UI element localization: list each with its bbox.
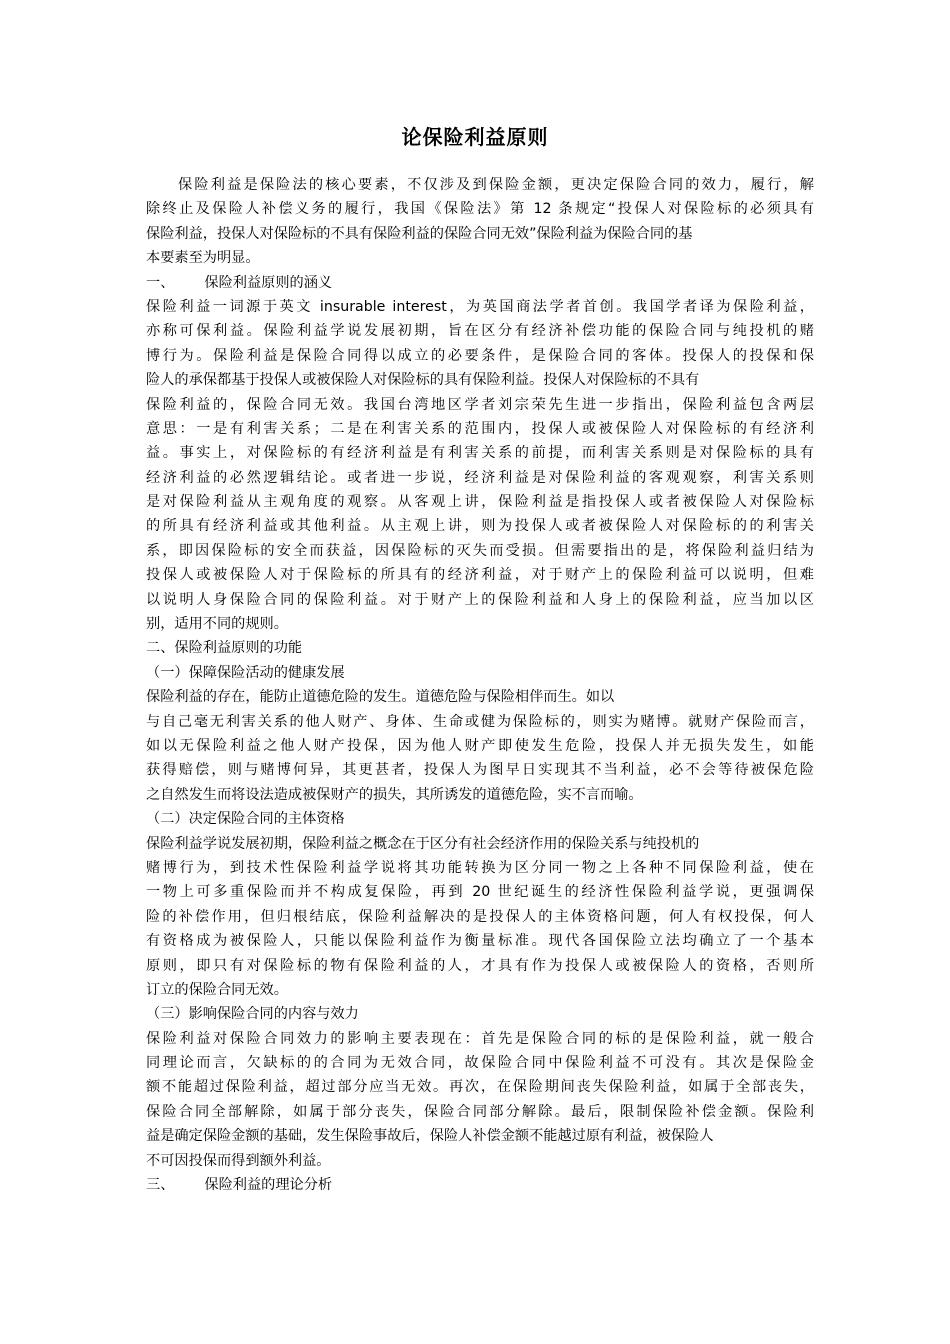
paragraph-line: 保险利益的，保险合同无效。我国台湾地区学者刘宗荣先生进一步指出，保险利益包含两层 [146, 396, 814, 413]
subsection-heading: （一）保障保险活动的健康发展 [146, 664, 345, 681]
paragraph-line: 险的补偿作用，但归根结底，保险利益解决的是投保人的主体资格问题，何人有权投保，何人 [146, 908, 814, 925]
section-heading-3 [146, 1173, 814, 1197]
paragraph-line: 保险利益学说发展初期，保险利益之概念在于区分有社会经济作用的保险关系与纯投机的 [146, 835, 700, 852]
paragraph-line: 保险合同全部解除，如属于部分丧失，保险合同部分解除。最后，限制保险补偿金额。保险利 [146, 1103, 814, 1120]
document-title: 论保险利益原则 [401, 125, 549, 149]
subsection-heading: （三）影响保险合同的内容与效力 [146, 1006, 359, 1023]
paragraph-line: 意思：一是有利害关系；二是在利害关系的范围内，投保人或被保险人对保险标的有经济利 [146, 420, 814, 437]
paragraph-line: 益是确定保险金额的基础，发生保险事故后，保险人补偿金额不能越过原有利益，被保险人 [146, 1128, 714, 1145]
paragraph-line: 别，适用不同的规则。 [146, 616, 288, 633]
section-number: 一、 [146, 274, 175, 291]
paragraph-line: 与自己毫无利害关系的他人财产、身体、生命或健为保险标的，则实为赌博。就财产保险而言， [146, 713, 814, 730]
paragraph-line: 博行为。保险利益是保险合同得以成立的必要条件，是保险合同的客体。投保人的投保和保 [146, 347, 814, 364]
paragraph-line: 赌博行为，到技术性保险利益学说将其功能转换为区分同一物之上各种不同保险利益，使在 [146, 859, 814, 876]
paragraph-line: 同理论而言，欠缺标的的合同为无效合同，故保险合同中保险利益不可没有。其次是保险金 [146, 1055, 814, 1072]
paragraph-line: 系，即因保险标的安全而获益，因保险标的灭失而受损。但需要指出的是，将保险利益归结为 [146, 542, 814, 559]
paragraph-line: 一物上可多重保险而并不构成复保险，再到 20 世纪诞生的经济性保险利益学说，更强调保 [146, 884, 814, 901]
section-title: 保险利益原则的涵义 [204, 274, 333, 291]
paragraph-line: 保险利益是保险法的核心要素，不仅涉及到保险金额，更决定保险合同的效力，履行，解 [178, 177, 814, 193]
section-heading-2: 二、保险利益原则的功能 [146, 640, 303, 657]
document-body [146, 173, 814, 1197]
paragraph-line: 如以无保险利益之他人财产投保，因为他人财产即使发生危险，投保人并无损失发生，如能 [146, 737, 814, 754]
paragraph-line: 原则，即只有对保险标的物有保险利益的人，才具有作为投保人或被保险人的资格，否则所 [146, 957, 814, 974]
paragraph-line: 投保人或被保险人对于保险标的所具有的经济利益，对于财产上的保险利益可以说明，但难 [146, 567, 814, 584]
paragraph-line: 保险利益，投保人对保险标的不具有保险利益的保险合同无效”保险利益为保险合同的基 [146, 225, 693, 242]
paragraph-line: 亦称可保利益。保险利益学说发展初期，旨在区分有经济补偿功能的保险合同与纯投机的赌 [146, 323, 814, 340]
section-heading-1 [146, 271, 814, 295]
subsection-heading: （二）决定保险合同的主体资格 [146, 811, 345, 828]
paragraph-line: 保险利益的存在，能防止道德危险的发生。道德危险与保险相伴而生。如以 [146, 689, 615, 706]
paragraph-line: 本要素至为明显。 [146, 250, 260, 267]
paragraph-line: 益。事实上，对保险标的有经济利益是有利害关系的前提，而利害关系则是对保险标的具有 [146, 445, 814, 462]
section-title: 保险利益的理论分析 [204, 1177, 333, 1194]
paragraph-line: 保险利益一词源于英文 insurable interest，为英国商法学者首创。我国学者译为保险利益， [146, 298, 814, 315]
section-number: 三、 [146, 1177, 175, 1194]
paragraph-line: 保险利益对保险合同效力的影响主要表现在：首先是保险合同的标的是保险利益，就一般合 [146, 1030, 814, 1047]
paragraph-line: 的所具有经济利益或其他利益。从主观上讲，则为投保人或者被保险人对保险标的的利害关 [146, 518, 814, 535]
paragraph-line: 经济利益的必然逻辑结论。或者进一步说，经济利益是对保险利益的客观观察，利害关系则 [146, 469, 814, 486]
paragraph-line: 不可因投保而得到额外利益。 [146, 1152, 331, 1169]
paragraph-line: 之自然发生而将设法造成被保财产的损失，其所诱发的道德危险，实不言而喻。 [146, 786, 643, 803]
paragraph-line: 以说明人身保险合同的保险利益。对于财产上的保险利益和人身上的保险利益，应当加以区 [146, 591, 814, 608]
paragraph-line: 是对保险利益从主观角度的观察。从客观上讲，保险利益是指投保人或者被保险人对保险标 [146, 494, 814, 511]
paragraph-line: 除终止及保险人补偿义务的履行，我国《保险法》第 12 条规定“投保人对保险标的必须具有 [146, 201, 814, 218]
paragraph-line: 有资格成为被保险人，只能以保险利益作为衡量标准。现代各国保险立法均确立了一个基本 [146, 933, 814, 950]
paragraph-line: 获得赔偿，则与赌博何异，其更甚者，投保人为图早日实现其不当利益，必不会等待被保危险 [146, 762, 814, 779]
paragraph-line: 订立的保险合同无效。 [146, 981, 288, 998]
paragraph-line: 险人的承保都基于投保人或被保险人对保险标的具有保险利益。投保人对保险标的不具有 [146, 372, 700, 389]
paragraph-line: 额不能超过保险利益，超过部分应当无效。再次，在保险期间丧失保险利益，如属于全部丧失， [146, 1079, 814, 1096]
